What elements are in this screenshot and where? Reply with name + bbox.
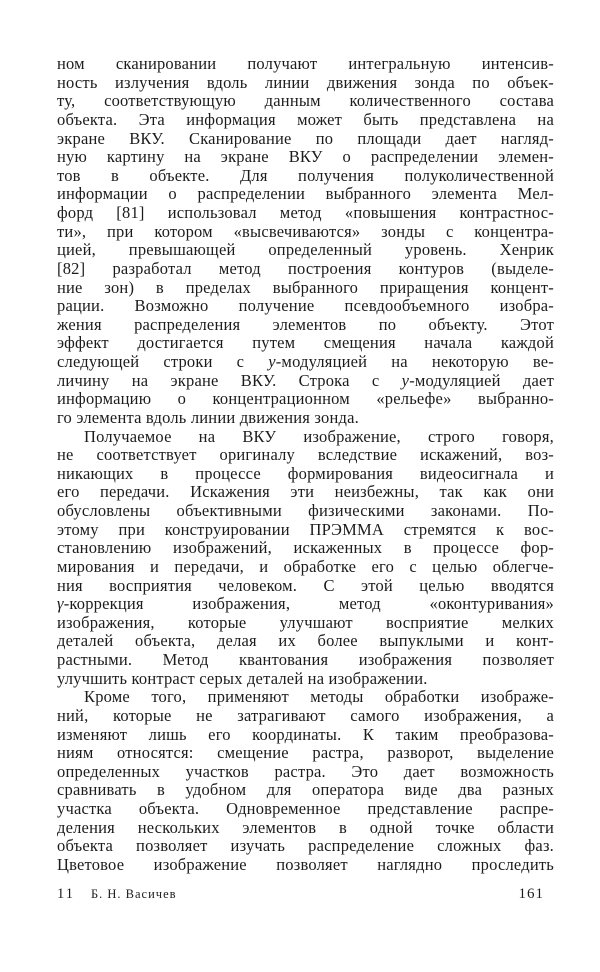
text-line: γ-коррекция изображения, метод «оконтуривания» [57,595,554,614]
text-line: этому при конструировании ПРЭММА стремятся к вос- [57,520,554,539]
text-line: его передачи. Искажения эти неизбежны, так как они [57,483,554,502]
text-line: рации. Возможно получение псевдообъемного изобра- [57,297,554,316]
text-line: объекта. Эта информация может быть представлена на [57,110,554,129]
text-line: Кроме того, применяют методы обработки изображе- [84,688,554,707]
text-line: мирования и передачи, и обработке его с целью облегче- [57,557,554,576]
text-line: тов в объекте. Для получения полуколичественной [57,166,554,185]
text-line: ние зон) в пределах выбранного приращения концент- [57,278,554,297]
text-line: ность излучения вдоль линии движения зонда по объек- [57,73,554,92]
text-line: жения распределения элементов по объекту. Этот [57,315,554,334]
text-line: обусловлены объективными физическими законами. По- [57,502,554,520]
text-line: экране ВКУ. Сканирование по площади дает нагляд- [57,129,554,148]
text-line: личину на экране ВКУ. Строка с y-модуляцией дает [57,371,554,390]
text-line: не соответствует оригиналу вследствие искажений, воз- [57,446,554,465]
text-line: следующей строки с y-модуляцией на некоторую ве- [57,353,554,371]
text-line: форд [81] использовал метод «повышения контрастнос- [57,204,554,222]
text-line: ном сканировании получают интегральную интенсив- [57,55,554,73]
author-name: Б. Н. Васичев [90,887,177,901]
text-line: ти», при котором «высвечиваются» зонды с концентра- [57,222,554,241]
text-line: эффект достигается путем смещения начала каждой [57,334,554,353]
text-line: участка объекта. Одновременное представление распре- [57,800,554,818]
text-line: ту, соответствующую данным количественного состава [57,92,554,111]
text-line: го элемента вдоль линии движения зонда. [57,408,359,427]
text-line: изменяют лишь его координаты. К таким преобразова- [57,725,554,744]
text-line: ния восприятия человеком. С этой целью вводятся [57,576,554,595]
text-line: изображения, которые улучшают восприятие мелких [57,613,554,632]
text-line: улучшить контраст серых деталей на изображении. [57,669,428,688]
text-line: становлению изображений, искаженных в процессе фор- [57,539,554,558]
text-line: никающих в процессе формирования видеосигнала и [57,464,554,483]
text-line: деления нескольких элементов в одной точке области [57,818,554,837]
page-number: 161 [518,886,544,902]
text-line: информацию о концентрационном «рельефе» выбранно- [57,390,554,409]
text-line: [82] разработал метод построения контуров (выделе- [57,259,554,278]
text-line: ниям относятся: смещение растра, разворот, выделение [57,744,554,763]
text-line: информации о распределении выбранного элемента Мел- [57,185,554,204]
page-footer [57,886,544,906]
text-line: растными. Метод квантования изображения позволяет [57,651,554,669]
text-line: деталей объекта, делая их более выпуклыми и конт- [57,632,554,651]
text-block [57,55,554,875]
footer-left-group [57,886,177,903]
text-line: сравнивать в удобном для оператора виде два разных [57,781,554,800]
text-line: ний, которые не затрагивают самого изображения, а [57,706,554,725]
text-line: цией, превышающей определенный уровень. Хенрик [57,241,554,260]
text-line: Цветовое изображение позволяет наглядно проследить [57,855,554,874]
text-line: объекта позволяет изучать распределение сложных фаз. [57,837,554,856]
signature-mark: 11 [57,886,75,902]
text-line: ную картину на экране ВКУ о распределении элемен- [57,148,554,167]
text-line: Получаемое на ВКУ изображение, строго говоря, [84,427,554,446]
text-line: определенных участков растра. Это дает возможность [57,762,554,781]
